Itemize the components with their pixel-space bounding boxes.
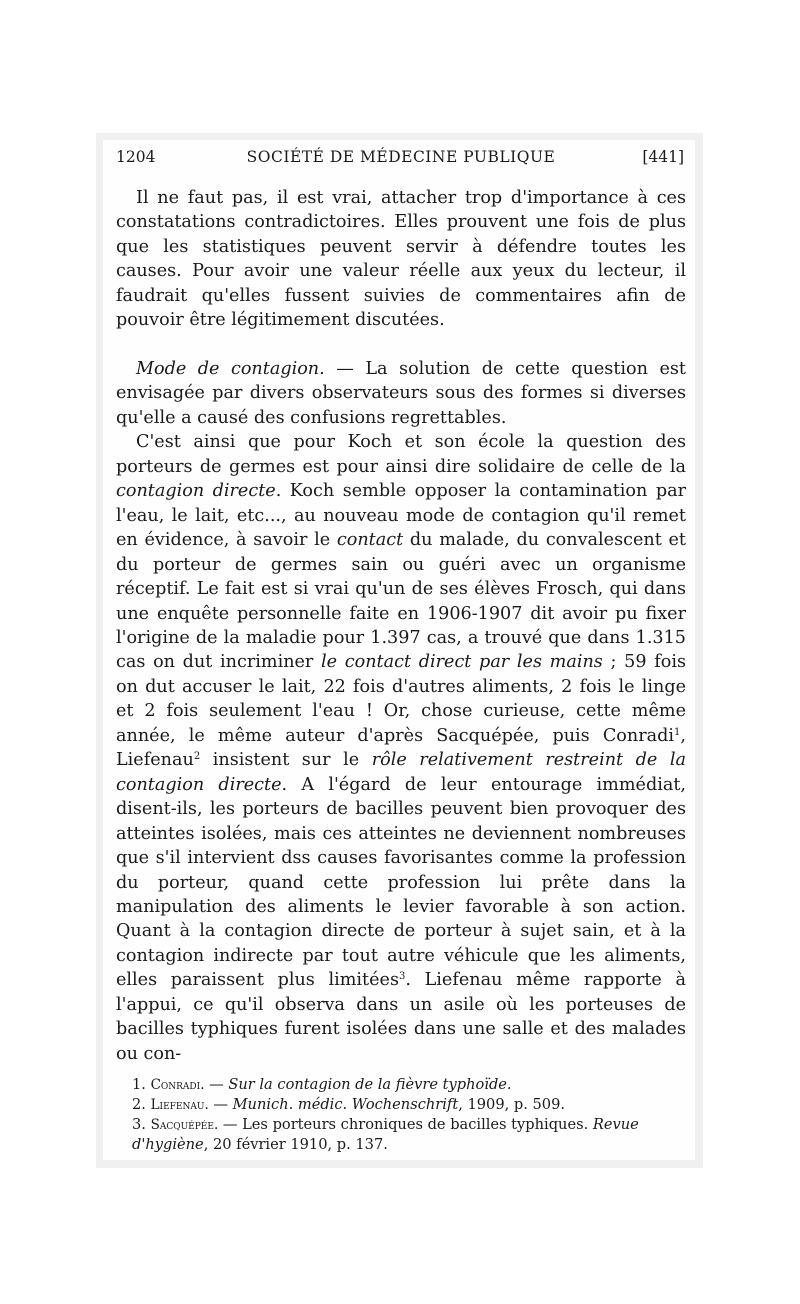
- section-heading: Mode de contagion.: [136, 359, 325, 379]
- footnote-title: Revue d'hygiène: [132, 1116, 639, 1153]
- section-paragraph: [116, 357, 686, 430]
- paragraph-text: Il ne faut pas, il est vrai, attacher trop d'importance à ces constatations contradictoires. Elles prouvent une fois de plus que les statistiques peuvent servir à défendre toutes les causes. Pour avoir une valeur réelle aux yeux du lecteur, il faudrait qu'elles fussent suivies de commentaires afin de pouvoir être légitimement discutées.: [116, 188, 686, 331]
- footnote-author: Sacquépée.: [150, 1117, 219, 1133]
- text-run: , Liefenau: [116, 725, 686, 771]
- section-heading-text: — La solution de cette question est envisagée par divers observateurs sous des formes si diverses qu'elle a causé des confusions regrettables.: [116, 359, 686, 428]
- footnote-dash: —: [208, 1096, 233, 1113]
- running-title: SOCIÉTÉ DE MÉDECINE PUBLIQUE: [246, 148, 556, 166]
- footnote-title: Munich. médic. Wochenschrift: [232, 1096, 459, 1113]
- footnote-1: [116, 1075, 686, 1095]
- text-run: insistent sur le: [200, 750, 372, 771]
- body-paragraph-3: [116, 430, 686, 1066]
- footnote-author: Conradi.: [150, 1077, 205, 1093]
- footnote-ref-1: 1: [674, 726, 681, 738]
- footnote-ref-3: 3: [398, 971, 406, 983]
- italic-run: contagion directe: [116, 481, 276, 502]
- footnote-dash: —: [218, 1116, 243, 1133]
- body-section-mode-de-contagion: [116, 357, 686, 1066]
- footnote-2: [116, 1095, 686, 1115]
- italic-run: rôle relativement restreint de la contagion directe: [116, 750, 686, 795]
- page-number: 1204: [116, 148, 156, 166]
- footnote-tail: , 20 février 1910, p. 137.: [203, 1136, 388, 1153]
- footnote-3: [116, 1115, 686, 1154]
- footnote-tail: , 1909, p. 509.: [458, 1096, 565, 1113]
- footnote-author: Liefenau.: [150, 1097, 209, 1113]
- text-run: C'est ainsi que pour Koch et son école la question des porteurs de germes est pour ainsi dire solidaire de celle de la: [116, 432, 686, 477]
- footnote-dash: —: [204, 1076, 229, 1093]
- bracket-number: [441]: [642, 148, 684, 166]
- footnote-ref-2: 2: [193, 751, 201, 763]
- text-run: . A l'égard de leur entourage immédiat, disent-ils, les porteurs de bacilles peuvent bien provoquer des atteintes isolées, mais ces atteintes ne deviennent nombreuses que s'il intervient dss causes favorisantes comme la profession du porteur, quand cette profession lui prête dans la manipulation des aliments le levier favorable à son action. Quant à la contagion directe de porteur à sujet sain, et à la contagion indirecte par tout autre véhicule que les aliments, elles paraissent plus limitées: [116, 774, 686, 991]
- footnote-number: 2.: [132, 1096, 146, 1113]
- running-header: [116, 148, 686, 172]
- footnote-text: Les porteurs chroniques de bacilles typhiques.: [242, 1116, 593, 1133]
- text-run: . Liefenau même rapporte à l'appui, ce qu'il observa dans un asile où les porteuses de bacilles typhiques furent isolées dans une salle et des malades ou con-: [116, 970, 686, 1064]
- footnote-number: 3.: [132, 1116, 146, 1133]
- body-paragraph-1: [116, 186, 686, 333]
- text-run: ; 59 fois on dut accuser le lait, 22 fois d'autres aliments, 2 fois le linge et 2 fois seulement l'eau ! Or, chose curieuse, cette même année, le même auteur d'après Sacquépée, puis Conradi: [116, 652, 686, 746]
- italic-run: le contact direct par les mains: [321, 652, 603, 673]
- footnote-number: 1.: [132, 1076, 146, 1093]
- footnote-title: Sur la contagion de la fièvre typhoïde.: [228, 1076, 512, 1093]
- text-run: . Koch semble opposer la contamination par l'eau, le lait, etc..., au nouveau mode de contagion qu'il remet en évidence, à savoir le: [116, 481, 686, 551]
- footnotes: [116, 1075, 686, 1154]
- text-run: du malade, du convalescent et du porteur de germes sain ou guéri avec un organisme réceptif. Le fait est si vrai qu'un de ses élèves Frosch, qui dans une enquête personnelle faite en 1906-1907 dit avoir pu fixer l'origine de la maladie pour 1.397 cas, a trouvé que dans 1.315 cas on dut incriminer: [116, 530, 686, 673]
- italic-run: contact: [336, 530, 404, 551]
